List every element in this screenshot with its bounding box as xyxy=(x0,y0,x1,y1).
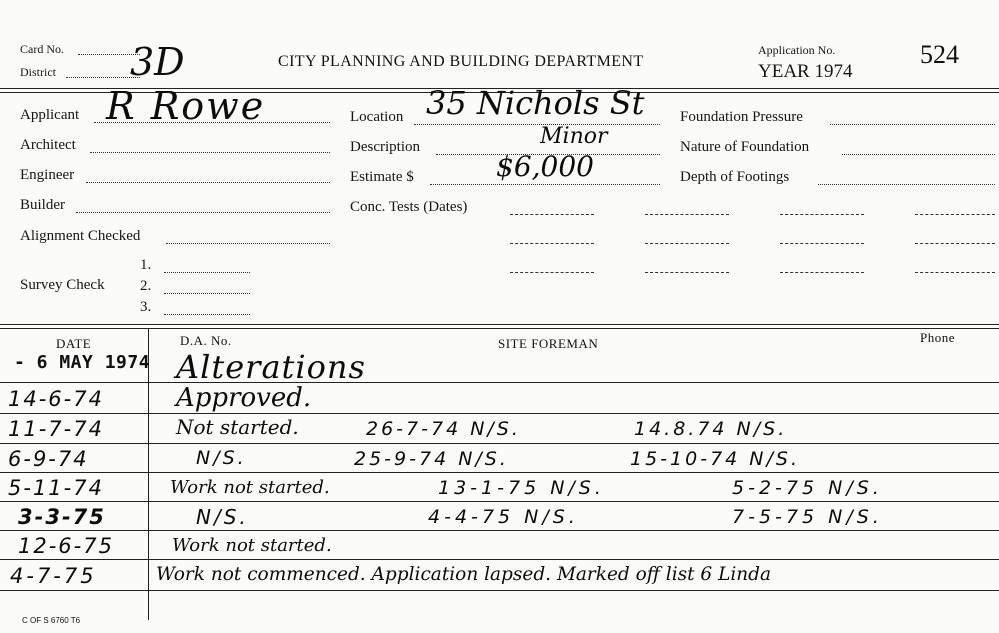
description-value: Minor xyxy=(540,124,608,149)
log-date: 4-7-75 xyxy=(10,564,97,588)
date-column-header: DATE xyxy=(56,336,92,351)
log-row-rule xyxy=(0,413,999,414)
estimate-label: Estimate $ xyxy=(350,169,414,185)
description-label: Description xyxy=(350,139,420,155)
log-entry: 26-7-74 N/S. xyxy=(366,418,521,440)
survey-check-label: Survey Check xyxy=(20,277,105,293)
log-entry: 4-4-75 N/S. xyxy=(428,506,579,528)
log-row-rule xyxy=(0,590,999,591)
log-entry: Work not commenced. Application lapsed. Marked off list 6 Linda xyxy=(156,564,772,585)
district-label: District xyxy=(20,65,56,79)
survey-line-3 xyxy=(164,314,250,315)
survey-item-3: 3. xyxy=(140,299,152,315)
nature-foundation-line xyxy=(842,154,995,155)
conc-test-blank xyxy=(915,214,995,215)
log-date: 6-9-74 xyxy=(8,447,89,471)
architect-line xyxy=(90,152,330,153)
conc-tests-label: Conc. Tests (Dates) xyxy=(350,199,468,215)
phone-column-header: Phone xyxy=(920,330,955,345)
location-value: 35 Nichols St xyxy=(426,84,645,122)
da-no-column-header: D.A. No. xyxy=(180,333,232,348)
location-line xyxy=(414,124,660,125)
log-row-rule xyxy=(0,530,999,531)
conc-test-blank xyxy=(915,272,995,273)
log-row-rule xyxy=(0,443,999,444)
conc-test-blank xyxy=(510,214,594,215)
engineer-line xyxy=(86,182,330,183)
survey-line-2 xyxy=(164,293,250,294)
log-date: 14-6-74 xyxy=(8,387,104,411)
builder-label: Builder xyxy=(20,197,65,213)
log-top-rule-thin xyxy=(0,328,999,329)
conc-test-blank xyxy=(780,243,864,244)
log-entry: N/S. xyxy=(196,505,249,529)
alignment-label: Alignment Checked xyxy=(20,228,141,244)
foundation-pressure-line xyxy=(830,124,995,125)
conc-test-blank xyxy=(645,272,729,273)
estimate-line xyxy=(430,184,660,185)
conc-test-blank xyxy=(510,243,594,244)
department-title: CITY PLANNING AND BUILDING DEPARTMENT xyxy=(278,53,644,70)
conc-test-blank xyxy=(780,214,864,215)
card-no-value: 3D xyxy=(130,40,185,84)
log-entry: Work not started. xyxy=(172,535,332,556)
architect-label: Architect xyxy=(20,137,76,153)
log-entry: Approved. xyxy=(176,383,312,413)
log-entry: 7-5-75 N/S. xyxy=(732,506,883,528)
log-entry: 15-10-74 N/S. xyxy=(630,448,800,470)
conc-test-blank xyxy=(645,214,729,215)
conc-test-blank xyxy=(510,272,594,273)
log-row-rule xyxy=(0,472,999,473)
card-no-label: Card No. xyxy=(20,42,64,56)
log-entry: N/S. xyxy=(196,447,247,469)
log-entry: 13-1-75 N/S. xyxy=(438,477,605,499)
log-entry: 25-9-74 N/S. xyxy=(354,448,509,470)
location-label: Location xyxy=(350,109,404,125)
survey-item-1: 1. xyxy=(140,257,152,273)
district-line xyxy=(66,77,140,78)
site-foreman-column-header: SITE FOREMAN xyxy=(498,336,599,351)
applicant-label: Applicant xyxy=(20,107,80,123)
engineer-label: Engineer xyxy=(20,167,75,183)
form-code: C OF S 6760 T6 xyxy=(22,616,81,625)
survey-line-1 xyxy=(164,272,250,273)
log-row-rule xyxy=(0,559,999,560)
log-date: 3-3-75 xyxy=(18,505,106,529)
applicant-value: R Rowe xyxy=(106,84,266,128)
log-entry: 14.8.74 N/S. xyxy=(634,418,788,440)
estimate-value: $6,000 xyxy=(496,150,594,183)
conc-test-blank xyxy=(645,243,729,244)
log-row-rule xyxy=(0,501,999,502)
log-entry: 5-2-75 N/S. xyxy=(732,477,883,499)
nature-foundation-label: Nature of Foundation xyxy=(680,139,810,155)
alignment-line xyxy=(166,243,330,244)
log-top-rule xyxy=(0,324,999,325)
application-number: 524 xyxy=(920,40,959,69)
conc-test-blank xyxy=(915,243,995,244)
log-date: 12-6-75 xyxy=(18,534,114,558)
builder-line xyxy=(76,212,330,213)
depth-footings-line xyxy=(818,184,995,185)
log-entry: Alterations xyxy=(176,348,366,386)
application-no-label: Application No. xyxy=(758,43,836,57)
foundation-pressure-label: Foundation Pressure xyxy=(680,109,803,125)
year-label: YEAR 1974 xyxy=(758,61,853,82)
log-entry: Work not started. xyxy=(170,477,330,498)
conc-test-blank xyxy=(780,272,864,273)
log-date: 11-7-74 xyxy=(8,417,104,441)
log-date: - 6 MAY 1974 xyxy=(14,352,151,373)
survey-item-2: 2. xyxy=(140,278,152,294)
log-date: 5-11-74 xyxy=(8,476,104,500)
log-row-rule xyxy=(0,382,999,383)
depth-footings-label: Depth of Footings xyxy=(680,169,790,185)
log-entry: Not started. xyxy=(176,415,299,439)
